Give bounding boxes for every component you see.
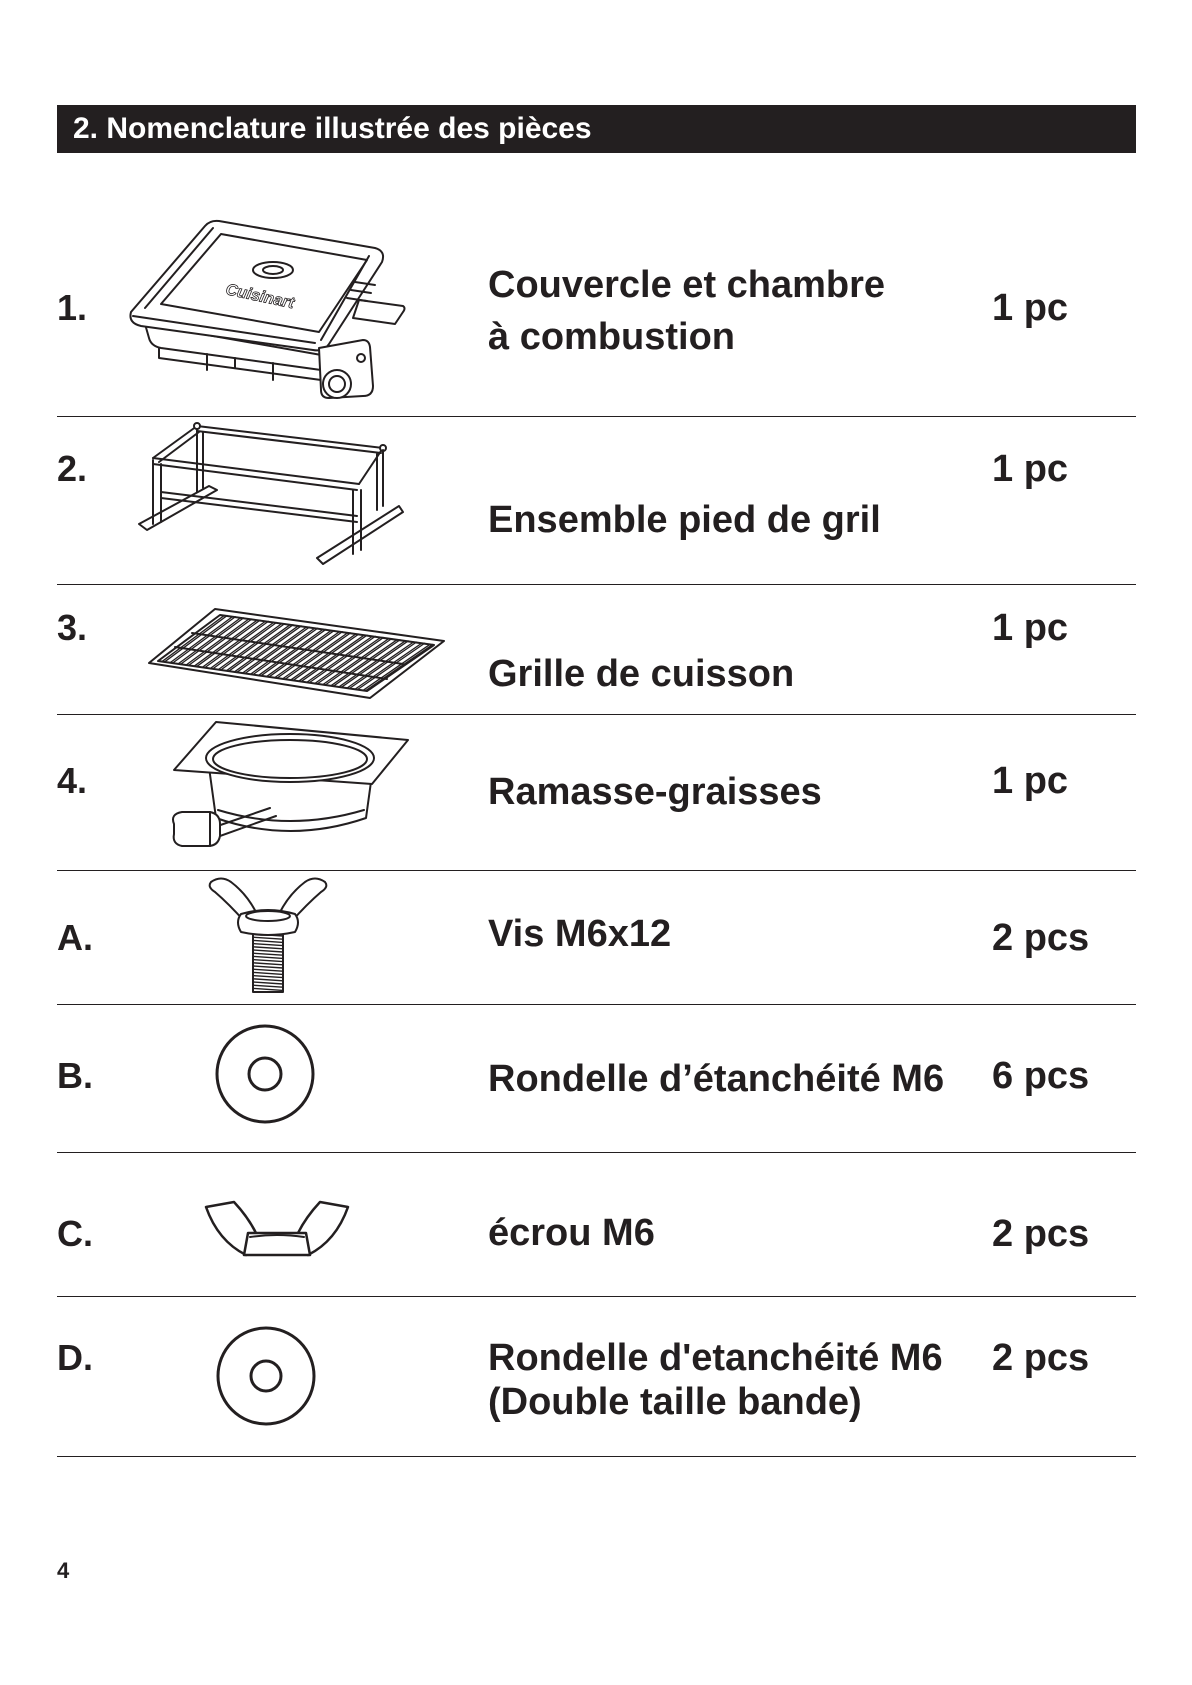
- part-name-line: Vis M6x12: [488, 913, 672, 955]
- part-name: [488, 769, 822, 815]
- part-name: [488, 259, 885, 363]
- washer-icon: [213, 1022, 317, 1126]
- part-name-line: Grille de cuisson: [488, 653, 795, 695]
- grill-stand-icon: [137, 420, 403, 568]
- part-quantity: 1 pc: [992, 607, 1069, 649]
- grill-lid-firebox-icon: [123, 220, 405, 400]
- part-number: 4.: [57, 760, 88, 801]
- cooking-grate-icon: [147, 607, 447, 701]
- grease-tray-icon: [170, 720, 410, 848]
- row-divider: [57, 1152, 1136, 1153]
- washer-icon: [214, 1324, 318, 1428]
- part-name: [488, 1210, 655, 1256]
- row-divider: [57, 870, 1136, 871]
- row-divider: [57, 1456, 1136, 1457]
- part-number: 3.: [57, 607, 88, 648]
- part-number: B.: [57, 1055, 93, 1096]
- part-quantity: 2 pcs: [992, 917, 1090, 959]
- part-number: D.: [57, 1337, 93, 1378]
- part-name-line: Ramasse-graisses: [488, 771, 822, 813]
- part-name-line: Rondelle d’étanchéité M6: [488, 1058, 945, 1100]
- brand-logo: Cuisinart: [224, 281, 296, 313]
- part-name: [488, 911, 671, 957]
- part-quantity: 1 pc: [992, 448, 1069, 490]
- part-number: 2.: [57, 448, 88, 489]
- part-name: [488, 497, 881, 543]
- wing-screw-icon: [207, 876, 329, 994]
- part-name-line: Ensemble pied de gril: [488, 499, 881, 541]
- part-number: C.: [57, 1213, 93, 1254]
- part-name-line: écrou M6: [488, 1212, 655, 1254]
- page-number: 4: [57, 1558, 70, 1583]
- part-name: [488, 651, 794, 697]
- row-divider: [57, 1004, 1136, 1005]
- section-header: [57, 105, 1136, 153]
- section-title: 2. Nomenclature illustrée des pièces: [73, 112, 592, 145]
- row-divider: [57, 1296, 1136, 1297]
- row-divider: [57, 416, 1136, 417]
- part-quantity: 1 pc: [992, 287, 1069, 329]
- part-quantity: 6 pcs: [992, 1055, 1090, 1097]
- part-name: [488, 1056, 944, 1102]
- part-name-line: (Double taille bande): [488, 1381, 862, 1423]
- wing-nut-icon: [204, 1199, 350, 1259]
- row-divider: [57, 584, 1136, 585]
- part-name-line: Rondelle d'etanchéité M6: [488, 1337, 943, 1379]
- part-number: A.: [57, 917, 93, 958]
- part-quantity: 2 pcs: [992, 1213, 1090, 1255]
- part-name: [488, 1336, 943, 1424]
- part-quantity: 2 pcs: [992, 1337, 1090, 1379]
- part-quantity: 1 pc: [992, 760, 1069, 802]
- part-name-line: à combustion: [488, 316, 736, 358]
- row-divider: [57, 714, 1136, 715]
- part-number: 1.: [57, 287, 88, 328]
- part-name-line: Couvercle et chambre: [488, 264, 886, 306]
